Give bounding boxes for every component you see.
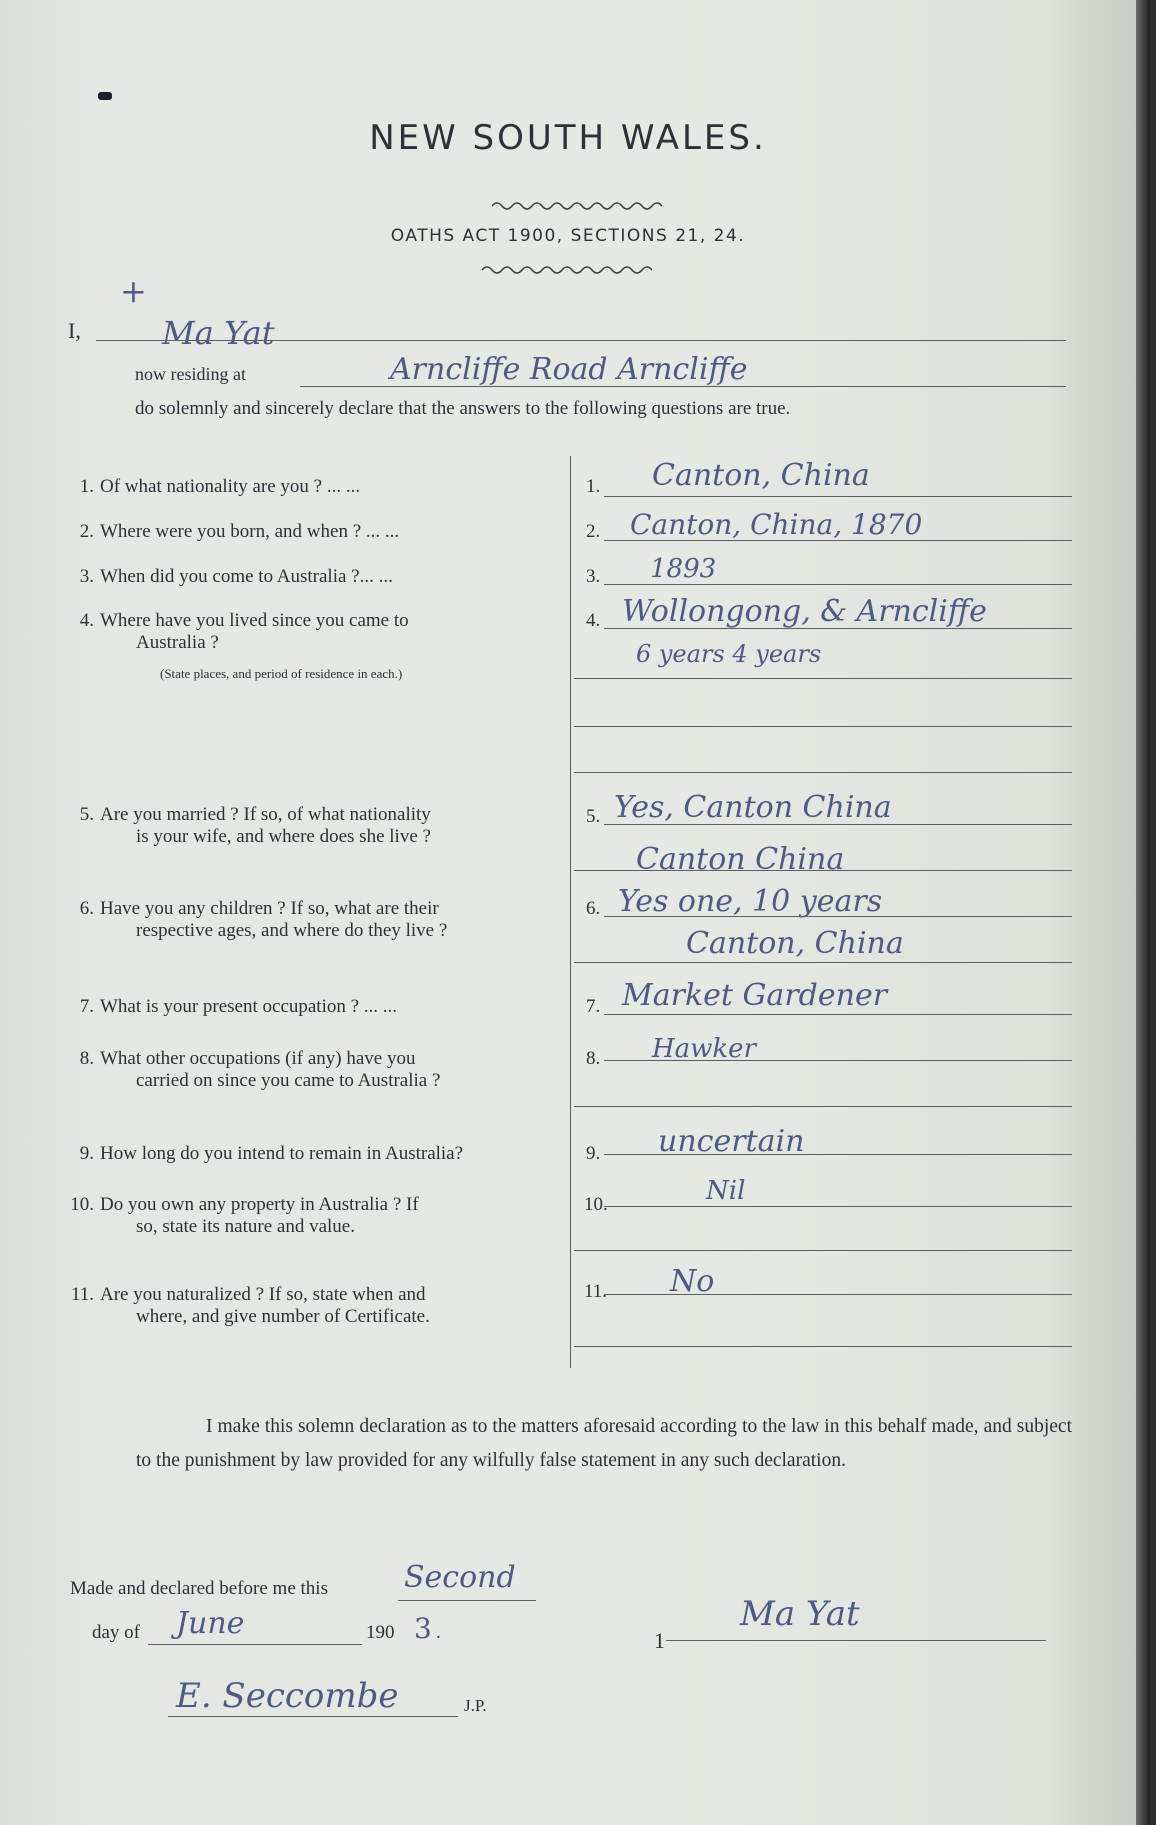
answer-rule-10a <box>604 1206 1072 1207</box>
answer-rule-4b <box>574 678 1072 679</box>
declarant-sign-mark: 1 <box>654 1628 665 1653</box>
answer-rule-5a <box>604 824 1072 825</box>
answer-4-line2: 6 years 4 years <box>636 640 822 668</box>
answer-rule-8b <box>574 1106 1072 1107</box>
ornament-top <box>492 198 662 212</box>
declare-text: do solemnly and sincerely declare that the answers to the following questions are true. <box>135 398 791 419</box>
residing-value: Arncliffe Road Arncliffe <box>390 352 748 387</box>
declarant-name: Ma Yat <box>162 314 275 352</box>
jp-line <box>168 1716 458 1717</box>
answer-rule-6a <box>604 916 1072 917</box>
answer-num-4: 4. <box>586 610 601 631</box>
answer-num-11: 11. <box>584 1281 608 1302</box>
answer-rule-4d <box>574 772 1072 773</box>
question-6: 6. Have you any children ? If so, what are their respective ages, and where do they live ? <box>79 898 448 941</box>
answer-rule-1 <box>604 496 1072 497</box>
answer-4-line1: Wollongong, & Arncliffe <box>622 594 987 629</box>
question-8: 8. What other occupations (if any) have you carried on since you came to Australia ? <box>79 1048 441 1091</box>
answer-11: No <box>670 1264 715 1299</box>
form-subtitle: OATHS ACT 1900, SECTIONS 21, 24. <box>390 226 746 246</box>
answer-6-line2: Canton, China <box>686 926 904 961</box>
solemn-declaration: I make this solemn declaration as to the matters aforesaid according to the law in this behalf made, and subject to the punishment by law provided for any wilfully false statement in any such declaration. <box>136 1416 1072 1471</box>
year-suffix: 3 <box>414 1612 432 1645</box>
declarant-signature: Ma Yat <box>740 1594 860 1634</box>
answer-6-line1: Yes one, 10 years <box>618 884 883 919</box>
answer-rule-10b <box>574 1250 1072 1251</box>
day-ordinal: Second <box>404 1560 516 1595</box>
answer-rule-2 <box>604 540 1072 541</box>
answer-rule-4a <box>604 628 1072 629</box>
year-dot: . <box>436 1622 441 1643</box>
answer-num-9: 9. <box>586 1143 601 1164</box>
made-declared-label: Made and declared before me this <box>70 1578 328 1599</box>
declarant-line <box>96 340 1066 341</box>
answer-2: Canton, China, 1870 <box>630 508 923 541</box>
answer-rule-5b <box>574 870 1072 871</box>
declarant-prefix: I, <box>68 318 81 343</box>
jp-signature: E. Seccombe <box>176 1676 399 1716</box>
answer-rule-6b <box>574 962 1072 963</box>
residing-line <box>300 386 1066 387</box>
question-3: 3. When did you come to Australia ?... ... <box>79 566 393 587</box>
answer-num-1: 1. <box>586 476 601 497</box>
form-title: NEW SOUTH WALES. <box>369 118 767 158</box>
answer-7: Market Gardener <box>622 978 888 1013</box>
month-value: June <box>176 1606 245 1641</box>
declarant-sign-line <box>666 1640 1046 1641</box>
question-4-note: (State places, and period of residence in each.) <box>160 666 403 681</box>
residing-label: now residing at <box>135 364 246 384</box>
jp-label: J.P. <box>464 1696 487 1715</box>
answer-rule-11b <box>574 1346 1072 1347</box>
answer-10: Nil <box>706 1176 746 1206</box>
corner-mark <box>98 92 112 100</box>
answer-9: uncertain <box>658 1124 805 1159</box>
answer-num-10: 10. <box>584 1194 608 1215</box>
answer-rule-7 <box>604 1014 1072 1015</box>
answer-rule-3 <box>604 584 1072 585</box>
question-4: 4. Where have you lived since you came to Australia ? <box>79 610 409 653</box>
ornament-bottom <box>482 262 652 276</box>
answer-rule-11a <box>604 1294 1072 1295</box>
question-5: 5. Are you married ? If so, of what nationality is your wife, and where does she live ? <box>79 804 431 847</box>
answer-num-7: 7. <box>586 996 601 1017</box>
answer-5-line2: Canton China <box>636 842 845 877</box>
question-10: 10. Do you own any property in Australia ? If so, state its nature and value. <box>70 1194 419 1237</box>
question-11: 11. Are you naturalized ? If so, state when and where, and give number of Certificate. <box>70 1284 430 1327</box>
answer-rule-9 <box>604 1154 1072 1155</box>
answer-3: 1893 <box>650 554 717 584</box>
answer-num-3: 3. <box>586 566 601 587</box>
column-divider <box>570 456 571 1368</box>
year-prefix: 190 <box>366 1622 395 1643</box>
day-of-label: day of <box>92 1622 141 1643</box>
answer-rule-4c <box>574 726 1072 727</box>
answer-num-5: 5. <box>586 806 601 827</box>
question-1: 1. Of what nationality are you ? ... ... <box>79 476 361 497</box>
month-line <box>148 1644 362 1645</box>
day-line <box>398 1600 536 1601</box>
question-2: 2. Where were you born, and when ? ... ... <box>79 521 400 542</box>
answer-8: Hawker <box>652 1034 756 1064</box>
question-9: 9. How long do you intend to remain in Australia? <box>79 1143 464 1164</box>
answer-num-6: 6. <box>586 898 601 919</box>
answer-1: Canton, China <box>652 458 870 493</box>
answer-num-8: 8. <box>586 1048 601 1069</box>
declarant-cross: + <box>120 272 147 310</box>
answer-num-2: 2. <box>586 521 601 542</box>
answer-5-line1: Yes, Canton China <box>614 790 892 825</box>
question-7: 7. What is your present occupation ? ... ... <box>79 996 398 1017</box>
answer-rule-8a <box>604 1060 1072 1061</box>
